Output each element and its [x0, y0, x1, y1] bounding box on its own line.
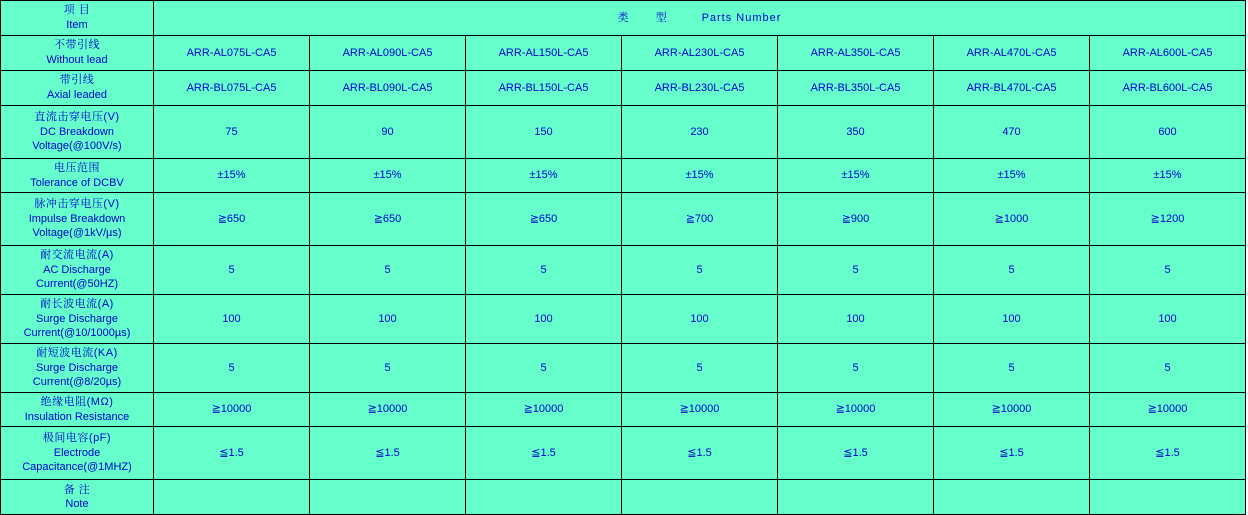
- cell-value: 5: [310, 344, 466, 393]
- cell-value: ≧700: [622, 193, 778, 246]
- cell-value: ≧650: [466, 193, 622, 246]
- cell-value: 5: [1090, 344, 1246, 393]
- row-label-en: Axial leaded: [47, 89, 107, 101]
- cell-value: ±15%: [778, 159, 934, 193]
- table-row: [1, 193, 1246, 246]
- cell-value: ARR-BL075L-CA5: [154, 71, 310, 106]
- cell-value: 5: [1090, 246, 1246, 295]
- header-item-label-cn: 项 目: [63, 4, 91, 17]
- table-row: [1, 71, 1246, 106]
- row-label-en: Without lead: [46, 54, 108, 66]
- cell-value: ARR-BL470L-CA5: [934, 71, 1090, 106]
- table-row: [1, 393, 1246, 427]
- cell-value: 5: [622, 344, 778, 393]
- cell-value: 5: [934, 344, 1090, 393]
- cell-value: 230: [622, 106, 778, 159]
- row-label-cn: 耐长波电流(A): [40, 298, 114, 311]
- cell-value: 5: [154, 246, 310, 295]
- cell-value: ±15%: [466, 159, 622, 193]
- cell-value: ≧1200: [1090, 193, 1246, 246]
- row-label-cn: 电压范围: [54, 162, 100, 174]
- cell-value: ≧900: [778, 193, 934, 246]
- cell-value: [154, 480, 310, 515]
- row-label-note: [1, 480, 154, 515]
- cell-value: 75: [154, 106, 310, 159]
- row-label-en2: Current(@10/1000µs): [23, 327, 131, 340]
- cell-value: ARR-BL350L-CA5: [778, 71, 934, 106]
- table-row: [1, 106, 1246, 159]
- table-row: [1, 427, 1246, 480]
- row-label-en: Surge Discharge: [36, 361, 118, 374]
- row-label-en2: Current(@50HZ): [35, 278, 119, 291]
- header-type-label-cn: 类: [617, 11, 630, 24]
- row-label-en2: Voltage(@100V/s): [32, 140, 122, 153]
- table-row: [1, 344, 1246, 393]
- cell-value: ARR-BL150L-CA5: [466, 71, 622, 106]
- cell-value: ≧10000: [466, 393, 622, 427]
- cell-value: 350: [778, 106, 934, 159]
- row-label-without-lead: [1, 36, 154, 71]
- cell-value: ≧650: [310, 193, 466, 246]
- cell-value: ≧10000: [778, 393, 934, 427]
- row-label-cn: 耐交流电流(A): [40, 249, 114, 262]
- row-label-en: AC Discharge: [43, 263, 111, 276]
- cell-value: ARR-BL230L-CA5: [622, 71, 778, 106]
- cell-value: ±15%: [934, 159, 1090, 193]
- row-label-en: Note: [65, 498, 89, 511]
- header-item-cell: [1, 1, 154, 36]
- cell-value: 100: [1090, 295, 1246, 344]
- cell-value: 90: [310, 106, 466, 159]
- cell-value: [622, 480, 778, 515]
- cell-value: ±15%: [310, 159, 466, 193]
- table-row: [1, 480, 1246, 515]
- row-label-cn: 直流击穿电压(V): [34, 111, 120, 124]
- cell-value: ≧10000: [154, 393, 310, 427]
- row-label-electrode-capacitance: [1, 427, 154, 480]
- cell-value: 600: [1090, 106, 1246, 159]
- row-label-surge-discharge-current-long: [1, 295, 154, 344]
- row-label-en: Surge Discharge: [36, 312, 118, 325]
- cell-value: ≦1.5: [778, 427, 934, 480]
- row-label-insulation-resistance: [1, 393, 154, 427]
- cell-value: ARR-AL090L-CA5: [310, 36, 466, 71]
- cell-value: 100: [466, 295, 622, 344]
- cell-value: ARR-BL600L-CA5: [1090, 71, 1246, 106]
- header-parts-label-en: Parts Number: [701, 11, 782, 24]
- cell-value: ≧10000: [310, 393, 466, 427]
- cell-value: 5: [154, 344, 310, 393]
- row-label-cn: 备 注: [63, 483, 91, 496]
- cell-value: 5: [310, 246, 466, 295]
- cell-value: ±15%: [154, 159, 310, 193]
- cell-value: [778, 480, 934, 515]
- header-item-label-en: Item: [66, 19, 88, 31]
- row-label-en: Electrode: [53, 446, 101, 459]
- table-row: [1, 36, 1246, 71]
- cell-value: 470: [934, 106, 1090, 159]
- row-label-cn: 极间电容(pF): [42, 432, 112, 445]
- cell-value: ≦1.5: [466, 427, 622, 480]
- cell-value: 100: [310, 295, 466, 344]
- cell-value: 5: [466, 344, 622, 393]
- cell-value: 100: [934, 295, 1090, 344]
- cell-value: 5: [778, 344, 934, 393]
- row-label-cn: 不带引线: [54, 39, 100, 52]
- table-header-row: [1, 1, 1246, 36]
- row-label-axial-leaded: [1, 71, 154, 106]
- row-label-en2: Capacitance(@1MHZ): [22, 461, 132, 474]
- cell-value: ≧1000: [934, 193, 1090, 246]
- row-label-cn: 带引线: [59, 74, 95, 87]
- cell-value: ARR-AL150L-CA5: [466, 36, 622, 71]
- cell-value: 5: [778, 246, 934, 295]
- cell-value: ARR-AL470L-CA5: [934, 36, 1090, 71]
- cell-value: ≦1.5: [1090, 427, 1246, 480]
- row-label-en: Impulse Breakdown: [28, 212, 126, 225]
- header-type-label-cn2: 型: [655, 11, 668, 24]
- cell-value: [310, 480, 466, 515]
- cell-value: 5: [466, 246, 622, 295]
- cell-value: ARR-AL350L-CA5: [778, 36, 934, 71]
- table-row: [1, 159, 1246, 193]
- row-label-en: DC Breakdown: [40, 125, 114, 138]
- table-row: [1, 295, 1246, 344]
- cell-value: 5: [622, 246, 778, 295]
- cell-value: ≦1.5: [622, 427, 778, 480]
- table-row: [1, 246, 1246, 295]
- row-label-en2: Voltage(@1kV/µs): [32, 227, 122, 240]
- row-label-cn: 脉冲击穿电压(V): [34, 198, 120, 211]
- row-label-ac-discharge-current: [1, 246, 154, 295]
- cell-value: ≦1.5: [310, 427, 466, 480]
- cell-value: ±15%: [622, 159, 778, 193]
- cell-value: ≦1.5: [154, 427, 310, 480]
- cell-value: ARR-AL230L-CA5: [622, 36, 778, 71]
- cell-value: 100: [154, 295, 310, 344]
- row-label-cn: 绝缘电阻(MΩ): [40, 396, 114, 409]
- cell-value: ≧650: [154, 193, 310, 246]
- cell-value: 5: [934, 246, 1090, 295]
- row-label-cn: 耐短波电流(KA): [36, 347, 118, 360]
- row-label-dc-breakdown-voltage: [1, 106, 154, 159]
- cell-value: ≦1.5: [934, 427, 1090, 480]
- row-label-en: Insulation Resistance: [24, 410, 130, 423]
- cell-value: [934, 480, 1090, 515]
- row-label-en2: Current(@8/20µs): [32, 376, 122, 389]
- cell-value: 100: [778, 295, 934, 344]
- row-label-impulse-breakdown-voltage: [1, 193, 154, 246]
- cell-value: ARR-BL090L-CA5: [310, 71, 466, 106]
- cell-value: 100: [622, 295, 778, 344]
- header-parts-cell: [154, 1, 1246, 36]
- row-label-en: Tolerance of DCBV: [30, 176, 124, 189]
- cell-value: [1090, 480, 1246, 515]
- cell-value: ≧10000: [934, 393, 1090, 427]
- cell-value: ±15%: [1090, 159, 1246, 193]
- cell-value: [466, 480, 622, 515]
- row-label-tolerance-dcbv: [1, 159, 154, 193]
- cell-value: 150: [466, 106, 622, 159]
- cell-value: ≧10000: [1090, 393, 1246, 427]
- cell-value: ≧10000: [622, 393, 778, 427]
- row-label-surge-discharge-current-short: [1, 344, 154, 393]
- cell-value: ARR-AL075L-CA5: [154, 36, 310, 71]
- cell-value: ARR-AL600L-CA5: [1090, 36, 1246, 71]
